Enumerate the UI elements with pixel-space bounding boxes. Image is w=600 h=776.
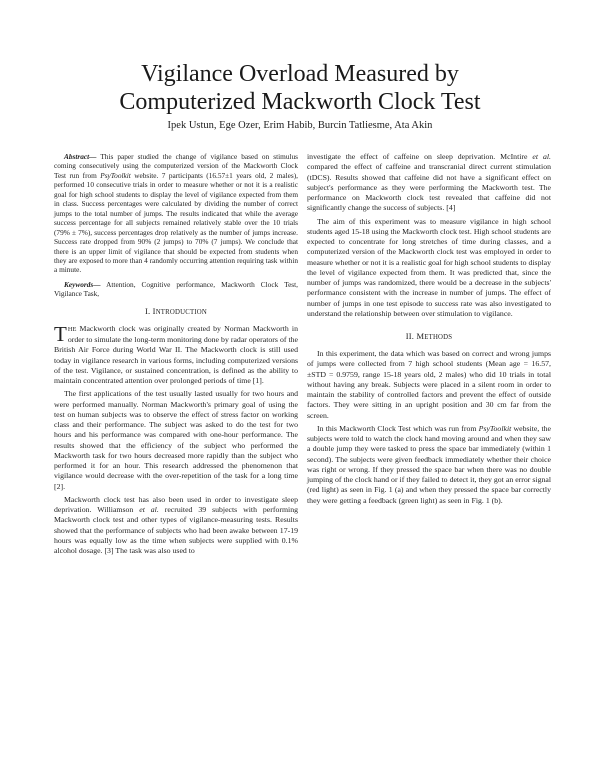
keywords [54,280,298,299]
abstract-text-b: website. 7 participants (16.57±1 years old, 2 males), performed 10 consecutive trials in order to measure whether or not it is a realistic goal for high school students to display the level of vigilance expected from them in class. Success percentages were calculated by dividing the number of correct jumps to the total number of jumps. The results indicated that while the average success percentage for all subjects remained relatively stable over the 10 trials (79% ± 7%), success percentages drop relatively as the number of jumps increase. Success rate dropped from 90% (2 jumps) to 70% (7 jumps). We conclude that there is an upper limit of vigilance that should be expected from students when they are exposed to more than 4 randomly occurring attention requiring task within a minute. [54,170,298,275]
methods-paragraph-1: In this experiment, the data which was based on correct and wrong jumps of jumps were collected from 7 high school students (Mean age = 16.57, ±STD = 0.9759, range 15-18 years old, 2 males) who did 10 trials in total without having any break. Subjects were placed in a silent room in order to maintain the stability of controlled factors and prevent the effect of outside factors. They were sitting in an upright position and 30 cm far from the screen. [307,349,551,420]
abstract-label: Abstract— [64,152,97,161]
title-line-1: Vigilance Overload Measured by [141,61,459,87]
intro-paragraph-5: The aim of this experiment was to measure vigilance in high school students aged 15-18 using the Mackworth clock test. High school students are expected to concentrate for long stretches of time during classes, and a computerized version of the Mackworth clock test was employed in order to measure whether or not it is a realistic goal for high school students to display the level of vigilance expected from them. It was predicted that, since the number of jumps was randomized, there would be a decrease in the subjects' performance consistent with the increase in number of jumps. The effect of number of jumps in one test episode to success rate was also investigated to understand the relationship between over stimulation to vigilance. [307,216,551,318]
intro-p3-b: recruited 39 subjects with performing Mackworth clock test and other types of vigilance-measuring tests. Results showed that the performance of subjects who had been awake between 17-19 hours was equally low as the time when subjects were supplied with 0.1% alcohol dosage. [3] The task was also used to [54,505,298,556]
introduction-heading [54,306,298,318]
title-line-2: Computerized Mackworth Clock Test [119,89,481,115]
intro-p4-a: investigate the effect of caffeine on sleep deprivation. McIntire [307,152,533,161]
intro-p1-text: Mackworth clock was originally created by Norman Mackworth in order to simulate the long-term monitoring done by radar operators of the British Air Force during World War II. The Mackworth clock is still used today in vigilance research in various forms, including computerized versions of the test. Vigilance, or sustained concentration, is defined as the ability to maintain concentrated attention over prolonged periods of time [1]. [54,323,298,386]
intro-p4-b: compared the effect of caffeine and transcranial direct current stimulation (tDCS). Results showed that caffeine did not have a significant effect on subject's performance as they were performing the Mackworth test. The performance on Mackworth clock test revealed that caffeine did not significantly change the success of subjects. [4] [307,162,551,213]
abstract-psytoolkit: PsyToolkit [100,170,131,180]
intro-p3-a: Mackworth clock test has also been used in order to investigate sleep deprivation. Williamson [54,494,298,515]
right-column [307,152,551,506]
intro-paragraph-1 [54,321,298,387]
abstract [54,152,298,275]
intro-p3-etal: et al. [139,505,159,515]
keywords-label: Keywords— [64,279,101,289]
methods-heading [307,331,551,343]
methods-p2-a: In this Mackworth Clock Test which was run from [317,423,479,433]
intro-caps: HE [67,325,77,333]
drop-cap: T [54,321,67,346]
intro-paragraph-3 [54,495,298,557]
intro-paragraph-4 [307,152,551,214]
intro-heading-num: I. I [144,305,156,316]
intro-heading-rest: NTRODUCTION [155,308,207,316]
methods-heading-rest: ETHODS [424,334,453,341]
intro-paragraph-2: The first applications of the test usually lasted usually for two hours and were performed manually. Norman Mackworth's primary goal of using the test on human subjects was to observe the effect of stress factor on working class and their performance. The subject was asked to do the test for two hours and his performance was compared with one-hour performance. The results showed that the efficiency of the subject who performed the Mackworth task for two hours decreased more rapidly than the subject who performed it for an hour. This research addressed the phenomenon that vigilance would decrease with the over-repetition of the task for a long time [2]. [54,389,298,491]
methods-p2-b: website, the subjects were told to watch the clock hand moving around and when they saw a double jump they were tasked to press the space bar immediately (within 1 second). The subjects were given feedback immediately whether their choice was right or wrong. If they pressed the space bar when there was no double jumping of the clock hand or if they failed to detect it, they got an error signal (red light) as seen in Fig. 1 (a) and when they pressed the space bar correctly they were getting a feedback (green light) as seen in Fig. 1 (b). [307,423,551,505]
methods-heading-num: II. M [405,331,425,341]
methods-p2-psytoolkit: PsyToolkit [478,423,512,433]
author-list: Ipek Ustun, Ege Ozer, Erim Habib, Burcin Tatliesme, Ata Akin [167,120,433,131]
methods-paragraph-2 [307,424,551,506]
paper-title [40,60,560,116]
keywords-text: Attention, Cognitive performance, Mackworth Clock Test, Vigilance Task, [54,279,298,299]
abstract-text-a: This paper studied the change of vigilance based on stimulus coming consecutively using the computerized version of the Mackworth Clock Test run from [54,152,298,180]
left-column [54,152,298,556]
intro-p4-etal: et al. [532,152,552,161]
